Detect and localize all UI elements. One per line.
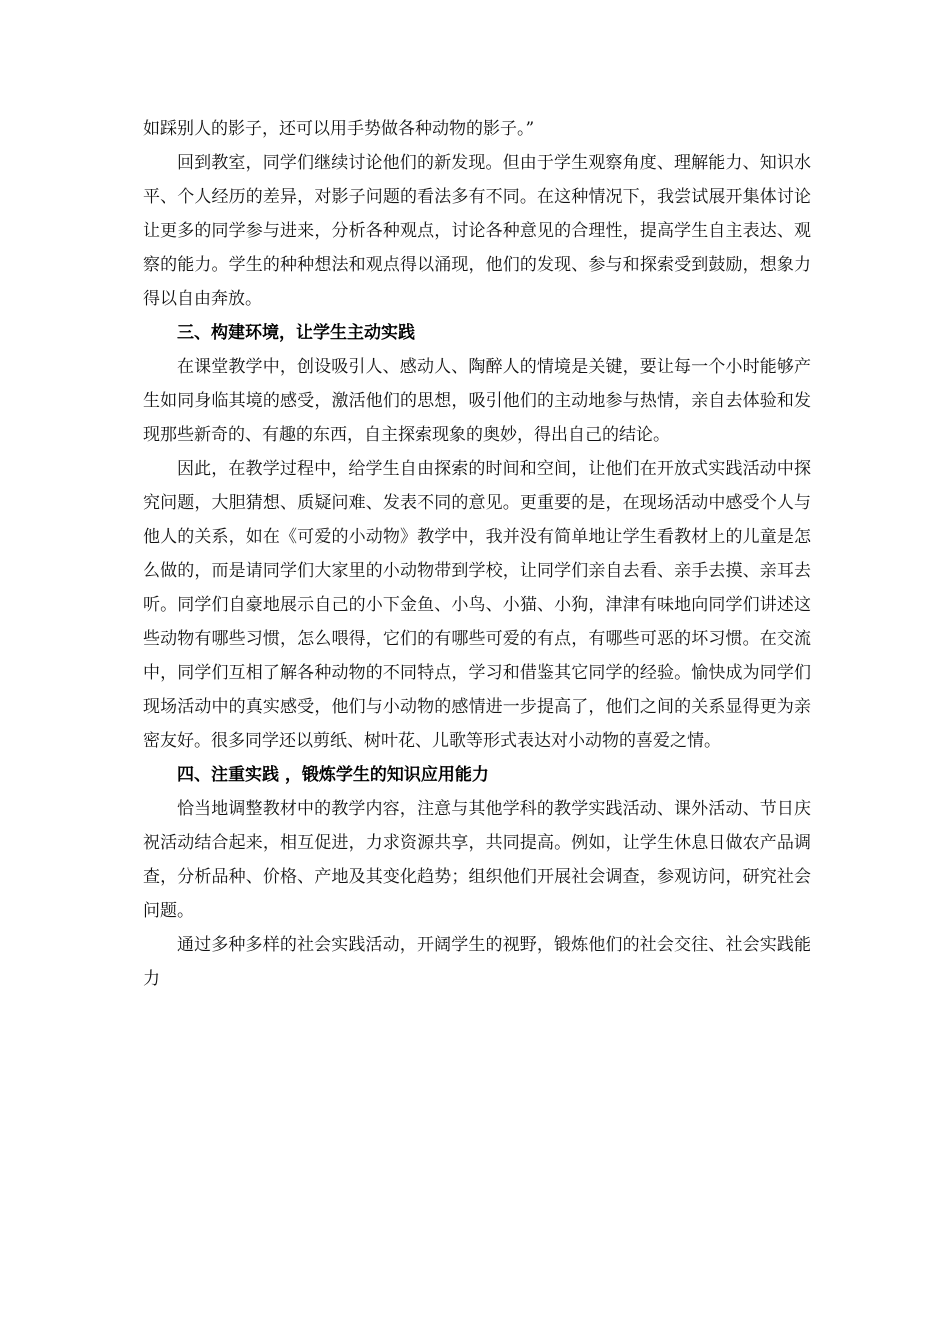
paragraph-social-practice: 通过多种多样的社会实践活动，开阔学生的视野，锻炼他们的社会交往、社会实践能力	[143, 935, 811, 989]
paragraph-teaching-process: 因此，在教学过程中，给学生自由探索的时间和空间，让他们在开放式实践活动中探究问题，大胆猜想、质疑问难、发表不同的意见。更重要的是，在现场活动中感受个人与他人的关系，如在《可爱的小动物》教学中，我并没有简单地让学生看教材上的儿童是怎么做的，而是请同学们大家里的小动物带到学校，让同学们亲自去看、亲手去摸、亲耳去听。同学们自豪地展示自己的小下金鱼、小鸟、小猫、小狗，津津有味地向同学们讲述这些动物有哪些习惯，怎么喂得，它们的有哪些可爱的有点，有哪些可恶的坏习惯。在交流中，同学们互相了解各种动物的不同特点，学习和借鉴其它同学的经验。愉快成为同学们现场活动中的真实感受，他们与小动物的感情进一步提高了，他们之间的关系显得更为亲密友好。很多同学还以剪纸、树叶花、儿歌等形式表达对小动物的喜爱之情。	[143, 459, 811, 751]
section-heading-4: 四、注重实践 ，锻炼学生的知识应用能力	[177, 765, 489, 785]
paragraph-classroom-discussion: 回到教室，同学们继续讨论他们的新发现。但由于学生观察角度、理解能力、知识水平、个人经历的差异，对影子问题的看法多有不同。在这种情况下，我尝试展开集体讨论让更多的同学参与进来，分析各种观点，讨论各种意见的合理性，提高学生自主表达、观察的能力。学生的种种想法和观点得以涌现，他们的发现、参与和探索受到鼓励，想象力得以自由奔放。	[143, 153, 811, 309]
paragraph-adjust-content: 恰当地调整教材中的教学内容，注意与其他学科的教学实践活动、课外活动、节日庆祝活动结合起来，相互促进，力求资源共享，共同提高。例如，让学生休息日做农产品调查，分析品种、价格、产地及其变化趋势；组织他们开展社会调查，参观访问，研究社会问题。	[143, 799, 811, 921]
paragraph-classroom-scenario: 在课堂教学中，创设吸引人、感动人、陶醉人的情境是关键，要让每一个小时能够产生如同身临其境的感受，激活他们的思想，吸引他们的主动地参与热情，亲自去体验和发现那些新奇的、有趣的东西，自主探索现象的奥妙，得出自己的结论。	[143, 357, 811, 445]
paragraph-continuation: 如踩别人的影子，还可以用手势做各种动物的影子。”	[143, 119, 535, 139]
document-body	[143, 112, 811, 996]
section-heading-3: 三、构建环境，让学生主动实践	[177, 323, 415, 343]
